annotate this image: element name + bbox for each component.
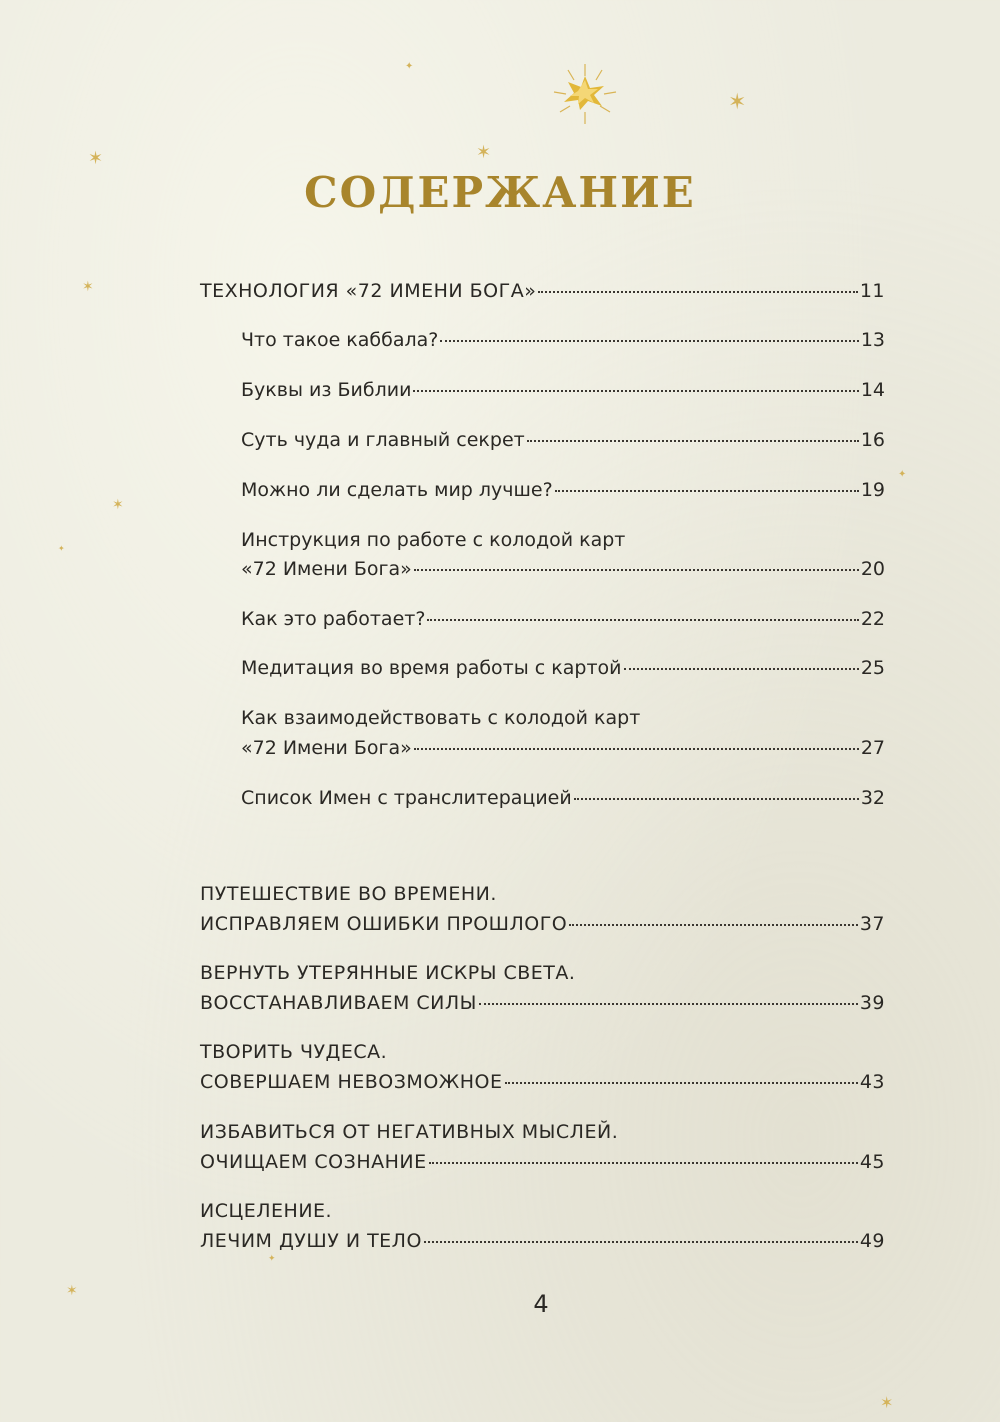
- toc-chapter-text: ВОССТАНАВЛИВАЕМ СИЛЫ: [200, 992, 477, 1014]
- leader-dots: [527, 440, 859, 442]
- leader-dots: [538, 291, 857, 293]
- toc-item[interactable]: [241, 558, 885, 580]
- page-number: 4: [533, 1290, 549, 1318]
- leader-dots: [427, 619, 858, 621]
- leader-dots: [424, 1241, 858, 1243]
- toc-item[interactable]: [241, 429, 885, 451]
- leader-dots: [479, 1003, 858, 1005]
- leader-dots: [440, 340, 858, 342]
- sun-ornament-icon: [550, 62, 620, 126]
- toc-chapter-text: ОЧИЩАЕМ СОЗНАНИЕ: [200, 1151, 427, 1173]
- star-icon: ✶: [82, 279, 94, 295]
- toc-page-number: 45: [859, 1151, 885, 1173]
- star-icon: ✶: [476, 142, 492, 163]
- toc-chapter[interactable]: [200, 1151, 885, 1173]
- toc-chapter-text: ЛЕЧИМ ДУШУ И ТЕЛО: [200, 1230, 422, 1252]
- toc-item[interactable]: [241, 657, 885, 679]
- star-icon: ✦: [58, 544, 65, 553]
- toc-item[interactable]: [241, 787, 885, 809]
- toc-item-text: Список Имен с транслитерацией: [241, 787, 572, 809]
- toc-page-number: 22: [860, 608, 885, 630]
- toc-item[interactable]: [241, 329, 885, 351]
- toc-item-text: Буквы из Библии: [241, 379, 412, 401]
- toc-item-text: Что такое каббала?: [241, 329, 439, 351]
- leader-dots: [414, 569, 859, 571]
- toc-item[interactable]: [241, 379, 885, 401]
- star-icon: ✶: [728, 90, 747, 115]
- star-icon: ✶: [66, 1283, 78, 1299]
- page-title: СОДЕРЖАНИЕ: [304, 168, 696, 217]
- toc-page-number: 20: [860, 558, 885, 580]
- toc-item-text: Как это работает?: [241, 608, 426, 630]
- leader-dots: [429, 1162, 858, 1164]
- star-icon: ✦: [898, 469, 907, 480]
- toc-chapter[interactable]: [200, 992, 885, 1014]
- toc-item-text: «72 Имени Бога»: [241, 737, 412, 759]
- toc-chapter-first-line[interactable]: ТВОРИТЬ ЧУДЕСА.: [200, 1041, 388, 1063]
- toc-chapter[interactable]: [200, 913, 885, 935]
- toc-chapter-first-line[interactable]: ИЗБАВИТЬСЯ ОТ НЕГАТИВНЫХ МЫСЛЕЙ.: [200, 1121, 619, 1143]
- toc-chapter-first-line[interactable]: ВЕРНУТЬ УТЕРЯННЫЕ ИСКРЫ СВЕТА.: [200, 962, 576, 984]
- toc-page-number: 37: [859, 913, 885, 935]
- star-icon: ✶: [880, 1393, 894, 1412]
- toc-page-number: 19: [860, 479, 885, 501]
- toc-page-number: 27: [860, 737, 885, 759]
- toc-item[interactable]: [241, 737, 885, 759]
- toc-chapter-text: СОВЕРШАЕМ НЕВОЗМОЖНОЕ: [200, 1071, 503, 1093]
- leader-dots: [624, 668, 859, 670]
- toc-page-number: 32: [860, 787, 885, 809]
- toc-item-first-line[interactable]: Инструкция по работе с колодой карт: [241, 529, 626, 551]
- toc-page-number: 39: [859, 992, 885, 1014]
- toc-item-first-line[interactable]: Как взаимодействовать с колодой карт: [241, 707, 641, 729]
- star-icon: ✶: [112, 497, 124, 513]
- toc-page-number: 14: [860, 379, 885, 401]
- toc-item-text: Можно ли сделать мир лучше?: [241, 479, 553, 501]
- toc-page-number: 11: [859, 280, 885, 302]
- toc-item-text: Медитация во время работы с картой: [241, 657, 622, 679]
- toc-page-number: 16: [860, 429, 885, 451]
- star-icon: ✦: [268, 1254, 276, 1264]
- toc-chapter-text: ИСПРАВЛЯЕМ ОШИБКИ ПРОШЛОГО: [200, 913, 568, 935]
- toc-section-heading[interactable]: [200, 280, 885, 302]
- toc-page-number: 43: [859, 1071, 885, 1093]
- toc-page-number: 49: [859, 1230, 885, 1252]
- toc-chapter[interactable]: [200, 1071, 885, 1093]
- toc-item[interactable]: [241, 479, 885, 501]
- toc-page-number: 25: [860, 657, 885, 679]
- toc-item-text: Суть чуда и главный секрет: [241, 429, 525, 451]
- leader-dots: [555, 490, 859, 492]
- toc-chapter[interactable]: [200, 1230, 885, 1252]
- toc-heading-text: ТЕХНОЛОГИЯ «72 ИМЕНИ БОГА»: [200, 280, 537, 302]
- toc-item-text: «72 Имени Бога»: [241, 558, 412, 580]
- leader-dots: [413, 390, 858, 392]
- toc-item[interactable]: [241, 608, 885, 630]
- toc-page-number: 13: [860, 329, 885, 351]
- leader-dots: [414, 748, 859, 750]
- leader-dots: [574, 798, 859, 800]
- star-icon: ✦: [405, 61, 414, 72]
- toc-chapter-first-line[interactable]: ПУТЕШЕСТВИЕ ВО ВРЕМЕНИ.: [200, 883, 497, 905]
- leader-dots: [569, 924, 858, 926]
- star-icon: ✶: [88, 148, 104, 169]
- toc-chapter-first-line[interactable]: ИСЦЕЛЕНИЕ.: [200, 1200, 333, 1222]
- leader-dots: [505, 1082, 858, 1084]
